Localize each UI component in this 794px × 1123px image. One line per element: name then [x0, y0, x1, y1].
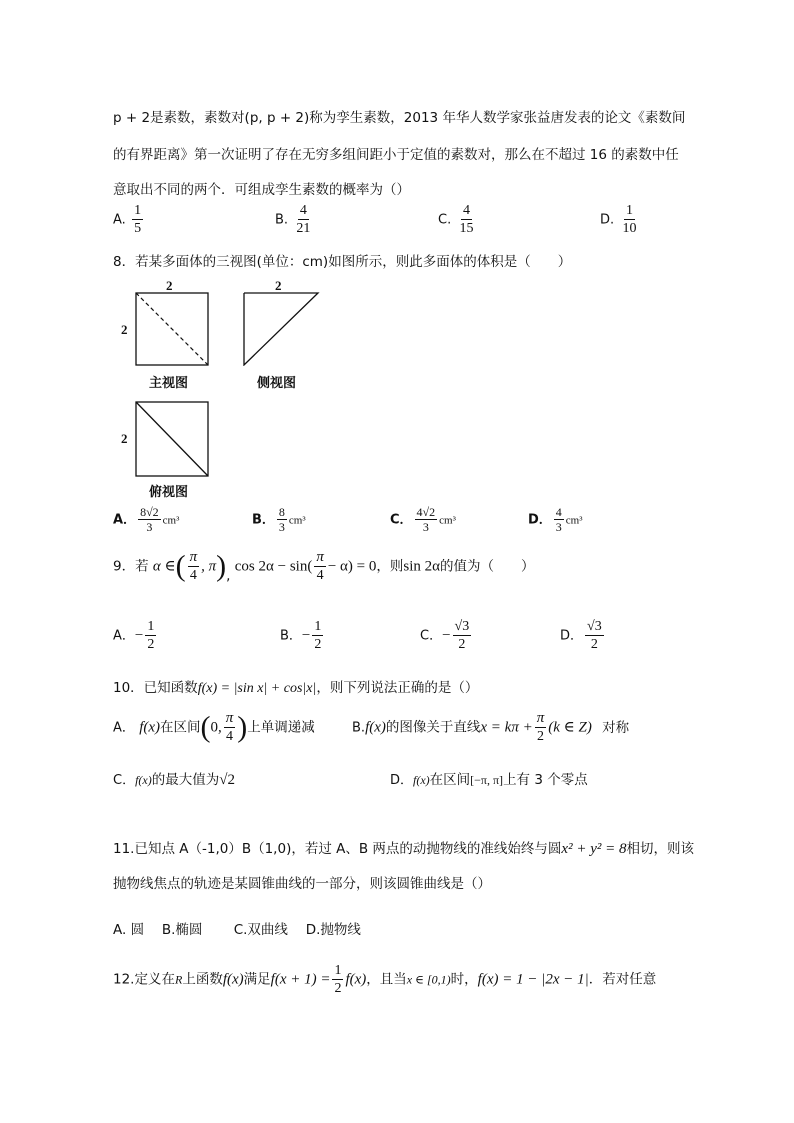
q11-options: A. 圆 B.椭圆 C.双曲线 D.抛物线 [113, 922, 361, 938]
q10-option-b: B.f(x)的图像关于直线x = kπ + $\frac{\pi}{2}$ (k ∈ Z) 对称 [352, 710, 630, 744]
q7-line3: 意取出不同的两个．可组成孪生素数的概率为（） [113, 182, 410, 198]
q7-option-c: C. $\frac{4}{15}$ [438, 203, 474, 236]
front-view-label: 主视图 [149, 375, 189, 390]
q7-option-d: D. $\frac{1}{10}$ [600, 203, 637, 236]
front-view-diagram [135, 292, 209, 366]
front-view-width-label: 2 [166, 278, 173, 293]
q9-option-d: D． $\frac{√3}{2}$ [560, 619, 602, 652]
q8-stem: 8．若某多面体的三视图(单位：cm)如图所示，则此多面体的体积是（ ） [113, 254, 572, 270]
top-view-height-label: 2 [121, 431, 128, 446]
q10-stem: 10．已知函数f(x) = |sin x| + cos|x|，则下列说法正确的是（） [113, 680, 479, 696]
front-view-height-label: 2 [121, 322, 128, 337]
q10-option-d: D．f(x)在区间[−π, π]上有 3 个零点 [390, 772, 588, 788]
q8-option-d: D． $\frac{4}{3}$ cm³ [528, 505, 583, 534]
q9-stem: 9．若 α ∈( $\frac{\pi}{4}$ , π), cos 2α − sin( $\frac{\pi}{4}$ − α) = 0，则sin 2α的值为（ ） [113, 549, 535, 584]
side-view-width-label: 2 [275, 278, 282, 293]
q9-option-a: A．− $\frac{1}{2}$ [113, 619, 155, 652]
side-view-diagram [242, 292, 320, 366]
q7-line2: 的有界距离》第一次证明了存在无穷多组间距小于定值的素数对，那么在不超过 16 的素数中任 [113, 147, 679, 163]
q9-option-c: C．− $\frac{√3}{2}$ [420, 619, 470, 652]
q12-stem: 12.定义在R上函数f(x)满足f(x + 1) = $\frac{1}{2}$ f(x)，且当x ∈ [0,1)时，f(x) = 1 − |2x − 1|．若对任意 [113, 963, 657, 996]
q8-option-c: C． $\frac{4√2}{3}$ cm³ [390, 505, 456, 534]
q7-option-a: A. $\frac{1}{5}$ [113, 203, 142, 236]
top-view-label: 俯视图 [149, 484, 189, 499]
q8-option-a: A． $\frac{8√2}{3}$ cm³ [113, 505, 180, 534]
q8-option-b: B． $\frac{8}{3}$ cm³ [252, 505, 306, 534]
q7-line1: p + 2是素数，素数对(p, p + 2)称为孪生素数，2013 年华人数学家张益唐发表的论文《素数间 [113, 110, 686, 126]
q10-option-a: A． f(x)在区间(0, $\frac{\pi}{4}$ )上单调递减 [113, 710, 315, 744]
q11-line1: 11.已知点 A（-1,0）B（1,0)，若过 A、B 两点的动抛物线的准线始终与圆x² + y² = 8相切，则该 [113, 841, 694, 857]
top-view-diagram [135, 401, 209, 477]
q11-line2: 抛物线焦点的轨迹是某圆锥曲线的一部分，则该圆锥曲线是（） [113, 876, 491, 892]
q9-option-b: B．− $\frac{1}{2}$ [280, 619, 322, 652]
side-view-label: 侧视图 [257, 375, 297, 390]
q7-option-b: B. $\frac{4}{21}$ [275, 203, 311, 236]
q10-option-c: C．f(x)的最大值为√2 [113, 772, 235, 788]
